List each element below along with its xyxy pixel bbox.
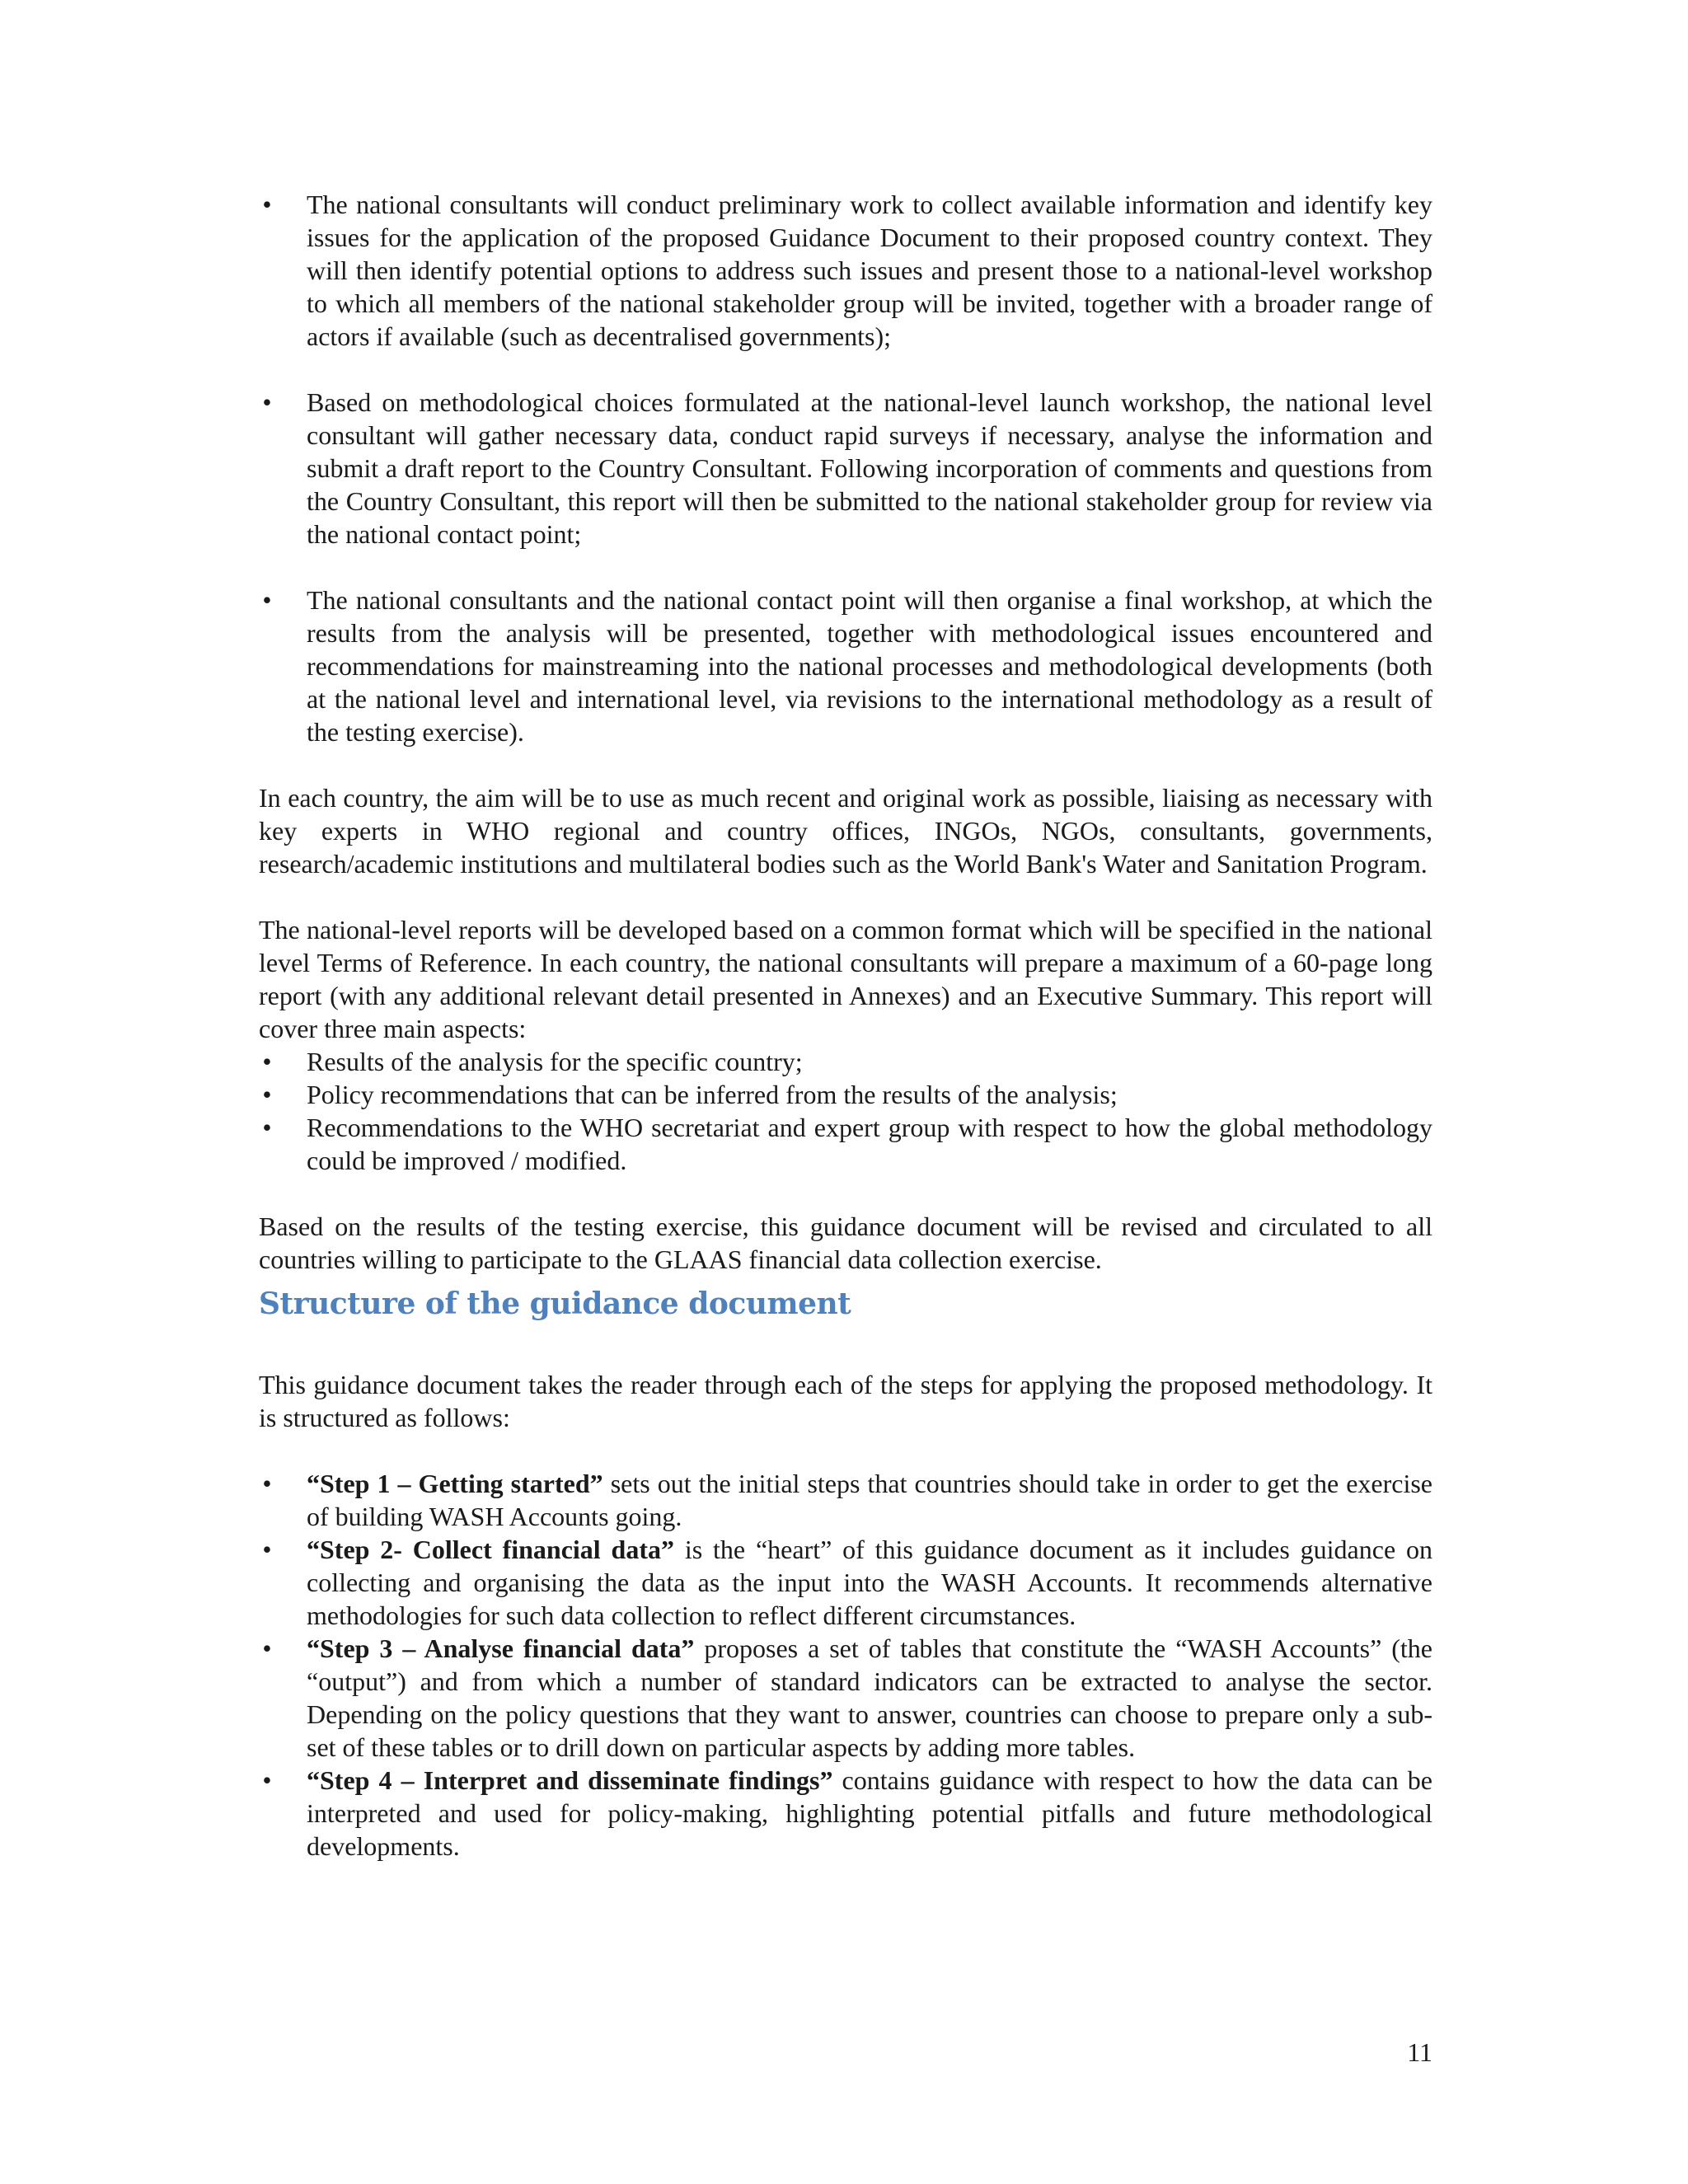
bullet-icon: • bbox=[262, 1080, 272, 1109]
list-item-text: Results of the analysis for the specific country; bbox=[307, 1047, 803, 1076]
list-item-step-4 bbox=[259, 1764, 1432, 1863]
spacer bbox=[259, 880, 1432, 913]
spacer bbox=[259, 1434, 1432, 1467]
list-item-step-1 bbox=[259, 1467, 1432, 1533]
step-text: is the “heart” of this guidance document as it includes guidance on collecting and organising the data as the input into the WASH Accounts. It recommends alternative methodologies for such data collection to reflect different circumstances. bbox=[307, 1535, 1433, 1630]
spacer bbox=[259, 1320, 1432, 1368]
bullet-icon: • bbox=[262, 1047, 272, 1076]
step-text: sets out the initial steps that countries should take in order to get the exercise of building WASH Accounts going. bbox=[307, 1469, 1433, 1531]
step-title: “Step 3 – Analyse financial data” bbox=[307, 1633, 695, 1663]
bullet-icon: • bbox=[262, 190, 272, 219]
paragraph-each-country: In each country, the aim will be to use as much recent and original work as possible, liaising as necessary with key experts in WHO regional and country offices, INGOs, NGOs, consultants, governments, research/academic institutions and multilateral bodies such as the World Bank's Water and Sanitation Program. bbox=[259, 783, 1432, 879]
list-item-text: The national consultants will conduct preliminary work to collect available information and identify key issues for the application of the proposed Guidance Document to their proposed country context. They will then identify potential options to address such issues and present those to a national-level workshop to which all members of the national stakeholder group will be invited, together with a broader range of actors if available (such as decentralised governments); bbox=[307, 190, 1432, 351]
bullet-icon: • bbox=[262, 585, 272, 615]
bullet-icon: • bbox=[262, 1113, 272, 1142]
list-item bbox=[259, 1111, 1432, 1177]
step-title: “Step 2- Collect financial data” bbox=[307, 1535, 674, 1564]
list-item-text: Recommendations to the WHO secretariat and expert group with respect to how the global methodology could be improved / modified. bbox=[307, 1113, 1432, 1175]
list-item bbox=[259, 583, 1432, 748]
list-item bbox=[259, 1045, 1432, 1078]
bullet-icon: • bbox=[262, 1535, 272, 1564]
spacer bbox=[259, 551, 1432, 583]
list-item-text: Policy recommendations that can be inferred from the results of the analysis; bbox=[307, 1080, 1118, 1109]
step-title: “Step 1 – Getting started” bbox=[307, 1469, 603, 1498]
bullet-icon: • bbox=[262, 387, 272, 417]
spacer bbox=[259, 748, 1432, 781]
step-text: contains guidance with respect to how the data can be interpreted and used for policy-making, highlighting potential pitfalls and future methodological developments. bbox=[307, 1765, 1433, 1861]
step-text: proposes a set of tables that constitute the “WASH Accounts” (the “output”) and from which a number of standard indicators can be extracted to analyse the sector. Depending on the policy questions that they want to answer, countries can choose to prepare only a sub-set of these tables or to drill down on particular aspects by adding more tables. bbox=[307, 1633, 1433, 1762]
list-item bbox=[259, 386, 1432, 551]
page-number: 11 bbox=[1407, 2037, 1432, 2067]
paragraph-revision: Based on the results of the testing exercise, this guidance document will be revised and circulated to all countries willing to participate to the GLAAS financial data collection exercise. bbox=[259, 1212, 1432, 1274]
list-item-step-2 bbox=[259, 1533, 1432, 1632]
workflow-bullet-list bbox=[259, 188, 1432, 748]
bullet-icon: • bbox=[262, 1633, 272, 1663]
report-aspects-list bbox=[259, 1045, 1432, 1177]
section-heading: Structure of the guidance document bbox=[259, 1286, 851, 1321]
list-item-text: The national consultants and the national contact point will then organise a final workshop, at which the results from the analysis will be presented, together with methodological issues encountered and recommendations for mainstreaming into the national processes and methodological developments (both at the national level and international level, via revisions to the international methodology as a result of the testing exercise). bbox=[307, 585, 1432, 747]
spacer bbox=[259, 353, 1432, 386]
paragraph-national-reports: The national-level reports will be developed based on a common format which will be specified in the national level Terms of Reference. In each country, the national consultants will prepare a maximum of a 60-page long report (with any additional relevant detail presented in Annexes) and an Executive Summary. This report will cover three main aspects: bbox=[259, 915, 1432, 1043]
list-item-step-3 bbox=[259, 1632, 1432, 1764]
steps-list bbox=[259, 1467, 1432, 1863]
bullet-icon: • bbox=[262, 1469, 272, 1498]
list-item-text: Based on methodological choices formulated at the national-level launch workshop, the national level consultant will gather necessary data, conduct rapid surveys if necessary, analyse the information and submit a draft report to the Country Consultant. Following incorporation of comments and questions from the Country Consultant, this report will then be submitted to the national stakeholder group for review via the national contact point; bbox=[307, 387, 1432, 549]
list-item bbox=[259, 188, 1432, 353]
bullet-icon: • bbox=[262, 1765, 272, 1795]
spacer bbox=[259, 1177, 1432, 1210]
step-title: “Step 4 – Interpret and disseminate findings” bbox=[307, 1765, 833, 1795]
page-content bbox=[259, 188, 1432, 1863]
paragraph-structure: This guidance document takes the reader through each of the steps for applying the proposed methodology. It is structured as follows: bbox=[259, 1370, 1432, 1432]
list-item bbox=[259, 1078, 1432, 1111]
